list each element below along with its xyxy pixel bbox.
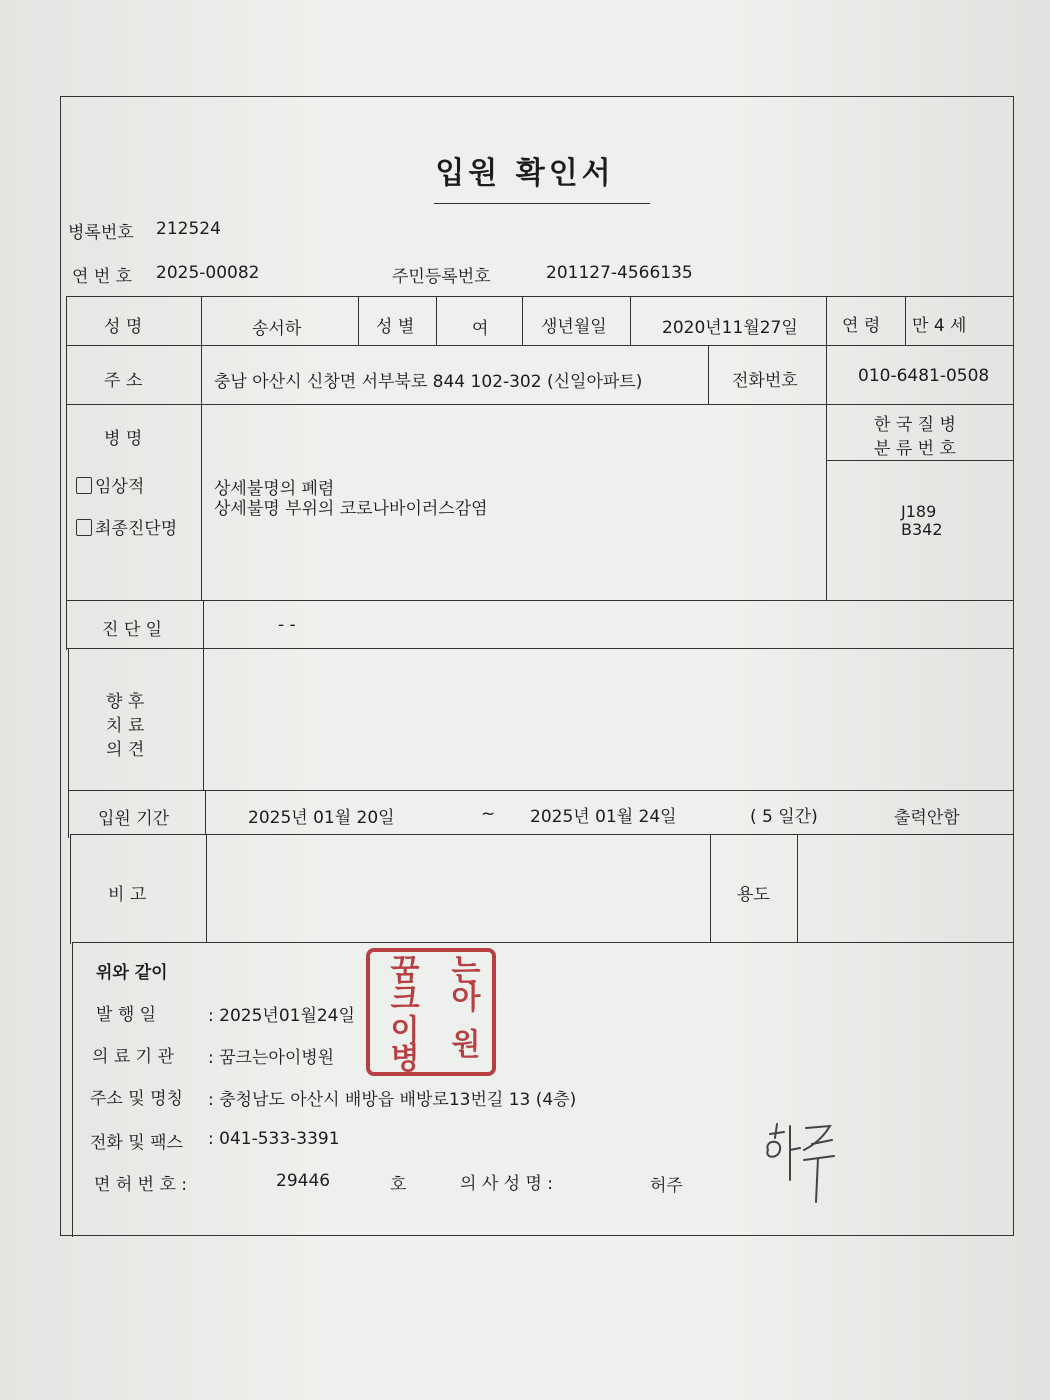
dob-value: 2020년11월27일 xyxy=(662,318,798,338)
diagnosis-date-label: 진 단 일 xyxy=(102,620,163,640)
clinical-label: 임상적 xyxy=(95,477,145,497)
doctor-label: 의 사 성 명 : xyxy=(460,1174,554,1194)
purpose-label: 용도 xyxy=(737,885,770,905)
diagnosis-line: 상세불명의 폐렴 xyxy=(214,479,335,499)
table-line xyxy=(826,296,827,345)
treatment-label: 향 후 xyxy=(106,692,145,712)
table-line xyxy=(66,345,1014,346)
table-line xyxy=(74,1235,1014,1236)
name-value: 송서하 xyxy=(252,319,302,339)
kcd-label: 한 국 질 병 xyxy=(874,415,956,435)
kcd-code: B342 xyxy=(901,520,943,539)
tel-value: : 041-533-3391 xyxy=(208,1129,340,1149)
address-value: 충남 아산시 신창면 서부북로 844 102-302 (신일아파트) xyxy=(214,372,643,392)
final-diagnosis-option[interactable] xyxy=(76,514,177,539)
license-no: 29446 xyxy=(276,1171,331,1191)
clinical-option[interactable] xyxy=(76,472,144,497)
table-line xyxy=(68,648,69,838)
dob-label: 생년월일 xyxy=(541,317,607,337)
table-line xyxy=(797,834,798,942)
age-value: 만 4 세 xyxy=(912,316,967,336)
admission-note: 출력안함 xyxy=(894,808,960,828)
admission-start: 2025년 01월 20일 xyxy=(248,808,395,828)
tel-label: 전화 및 팩스 xyxy=(90,1133,183,1153)
treatment-label: 치 료 xyxy=(106,716,145,736)
rrn-value: 201127-4566135 xyxy=(546,263,693,283)
table-line xyxy=(203,600,204,790)
serial-no-label: 연 번 호 xyxy=(72,267,133,287)
doctor-name: 허주 xyxy=(650,1176,683,1196)
treatment-label: 의 견 xyxy=(106,740,145,760)
disease-label: 병 명 xyxy=(104,429,143,449)
table-line xyxy=(710,834,711,942)
hospital-address: : 충청남도 아산시 배방읍 배방로13번길 13 (4층) xyxy=(208,1090,577,1110)
sex-value: 여 xyxy=(472,319,489,339)
final-diagnosis-checkbox[interactable] xyxy=(76,519,92,536)
admission-end: 2025년 01월 24일 xyxy=(530,807,677,827)
table-line xyxy=(522,296,523,345)
admission-label: 입원 기간 xyxy=(98,809,170,829)
serial-no: 2025-00082 xyxy=(156,263,260,283)
table-line xyxy=(630,296,631,345)
diagnosis-line: 상세불명 부위의 코로나바이러스감염 xyxy=(214,499,488,519)
table-line xyxy=(708,345,709,404)
institution-name: : 꿈크는아이병원 xyxy=(208,1048,335,1068)
license-ho: 호 xyxy=(390,1175,407,1195)
hospital-address-label: 주소 및 명칭 xyxy=(90,1089,183,1109)
document-title: 입원 확인서 xyxy=(435,156,615,191)
sex-label: 성 별 xyxy=(376,317,415,337)
phone-value: 010-6481-0508 xyxy=(858,366,990,386)
table-line xyxy=(201,296,202,600)
diagnosis-date-value: - - xyxy=(278,615,296,635)
table-line xyxy=(72,942,73,1237)
phone-label: 전화번호 xyxy=(732,371,798,391)
issue-date-label: 발 행 일 xyxy=(96,1005,157,1025)
admission-days: ( 5 일간) xyxy=(750,807,818,827)
age-label: 연 령 xyxy=(842,316,881,336)
table-line xyxy=(66,404,1014,405)
hospital-seal: 꿈크 는아 이병 원 xyxy=(366,948,496,1076)
table-line xyxy=(826,460,1014,461)
table-line xyxy=(66,648,1014,649)
admission-tilde: ~ xyxy=(481,804,496,824)
remarks-label: 비 고 xyxy=(108,885,147,905)
table-line xyxy=(66,296,1014,297)
table-line xyxy=(66,600,1014,601)
table-line xyxy=(905,296,906,345)
table-line xyxy=(72,942,1014,943)
chart-no: 212524 xyxy=(156,219,221,239)
name-label: 성 명 xyxy=(104,317,143,337)
kcd-label: 분 류 번 호 xyxy=(874,439,956,459)
doctor-signature xyxy=(760,1120,840,1210)
kcd-code: J189 xyxy=(901,502,937,521)
table-line xyxy=(436,296,437,345)
institution-label: 의 료 기 관 xyxy=(92,1047,174,1067)
rrn-label: 주민등록번호 xyxy=(392,267,491,287)
clinical-checkbox[interactable] xyxy=(76,477,92,494)
issue-date: : 2025년01월24일 xyxy=(208,1006,355,1026)
address-label: 주 소 xyxy=(104,371,143,391)
table-line xyxy=(70,834,71,944)
final-diagnosis-label: 최종진단명 xyxy=(95,519,178,539)
table-line xyxy=(206,834,207,942)
table-line xyxy=(358,296,359,345)
table-line xyxy=(205,790,206,834)
table-line xyxy=(68,790,1014,791)
chart-no-label: 병록번호 xyxy=(68,223,134,243)
table-line xyxy=(826,345,827,600)
issuer-heading: 위와 같이 xyxy=(96,963,168,983)
table-line xyxy=(70,834,1014,835)
table-line xyxy=(66,296,67,650)
license-label: 면 허 번 호 : xyxy=(94,1175,188,1195)
